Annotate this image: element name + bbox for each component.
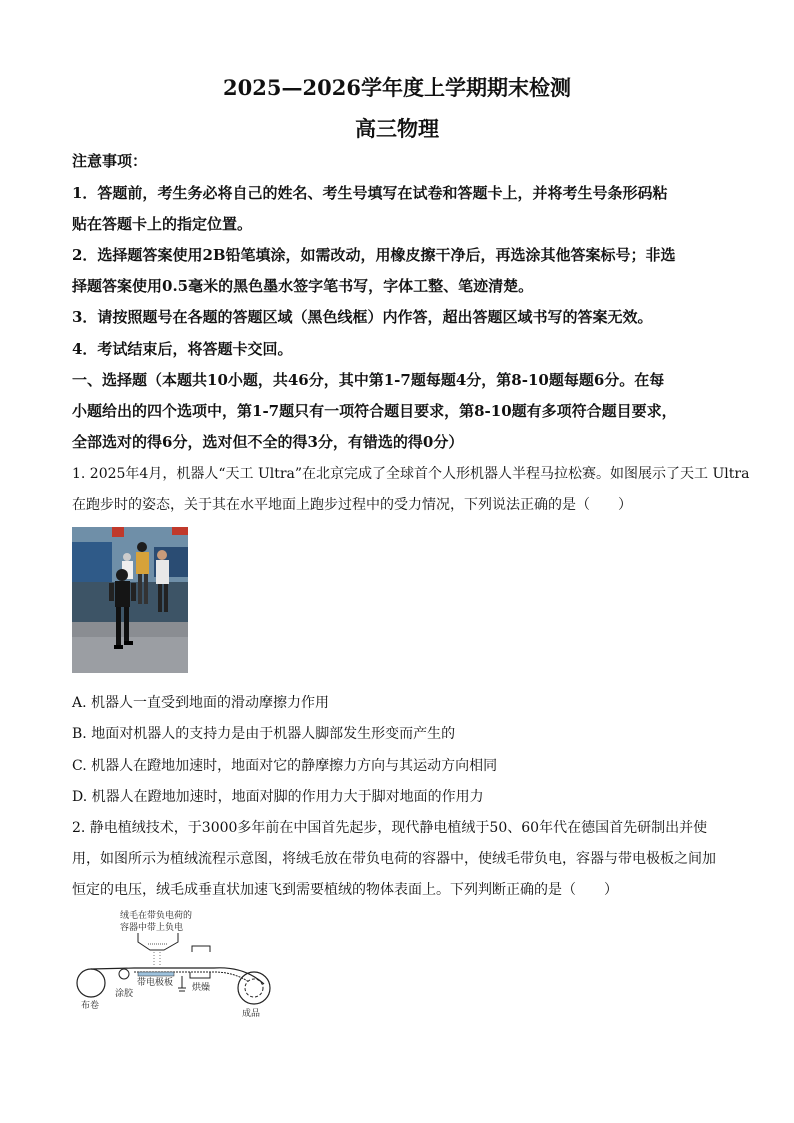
- section-heading: 全部选对的得6分，选对但不全的得3分，有错选的得0分）: [72, 433, 464, 451]
- diagram-label-roll: 布卷: [81, 1001, 100, 1011]
- flocking-process-diagram: [74, 906, 274, 1018]
- notice-line: 1．答题前，考生务必将自己的姓名、考生号填写在试卷和答题卡上，并将考生号条形码粘: [72, 184, 668, 202]
- diagram-label-plate: 带电极板: [137, 978, 174, 988]
- exam-title: 2025—2026学年度上学期期末检测: [223, 75, 571, 100]
- section-heading: 一、选择题（本题共10小题，共46分，其中第1-7题每题4分，第8-10题每题6分。在每: [72, 371, 665, 389]
- question-1-stem: 1. 2025年4月，机器人“天工 Ultra”在北京完成了全球首个人形机器人半程马拉松赛。如图展示了天工 Ultra: [72, 466, 750, 482]
- notice-line: 4．考试结束后，将答题卡交回。: [72, 340, 293, 358]
- robot-marathon-photo: [72, 527, 188, 673]
- question-1-option-a: A. 机器人一直受到地面的滑动摩擦力作用: [72, 695, 330, 711]
- question-1-option-c: C. 机器人在蹬地加速时，地面对它的静摩擦力方向与其运动方向相同: [72, 758, 498, 774]
- diagram-label-product: 成品: [242, 1009, 261, 1018]
- diagram-label-container: 绒毛在带负电荷的: [120, 911, 193, 921]
- notice-line: 贴在答题卡上的指定位置。: [72, 215, 253, 233]
- question-2-stem: 用，如图所示为植绒流程示意图，将绒毛放在带负电荷的容器中，使绒毛带负电，容器与带电极板之间加: [72, 851, 716, 867]
- question-2-stem: 2. 静电植绒技术，于3000多年前在中国首先起步，现代静电植绒于50、60年代在德国首先研制出并使: [72, 820, 708, 836]
- notice-line: 择题答案使用0.5毫米的黑色墨水签字笔书写，字体工整、笔迹清楚。: [72, 277, 534, 295]
- exam-subject: 高三物理: [355, 116, 439, 141]
- question-2-stem: 恒定的电压，绒毛成垂直状加速飞到需要植绒的物体表面上。下列判断正确的是（ ）: [72, 882, 618, 898]
- question-1-stem: 在跑步时的姿态，关于其在水平地面上跑步过程中的受力情况，下列说法正确的是（ ）: [72, 497, 632, 513]
- diagram-label-glue: 涂胶: [115, 989, 134, 999]
- diagram-label-container: 容器中带上负电: [120, 923, 184, 933]
- notice-heading: 注意事项：: [72, 152, 148, 170]
- notice-line: 3．请按照题号在各题的答题区域（黑色线框）内作答，超出答题区域书写的答案无效。: [72, 308, 653, 326]
- diagram-label-dry: 烘燥: [192, 983, 211, 993]
- notice-line: 2．选择题答案使用2B铅笔填涂，如需改动，用橡皮擦干净后，再选涂其他答案标号；非选: [72, 246, 676, 264]
- question-1-option-d: D. 机器人在蹬地加速时，地面对脚的作用力大于脚对地面的作用力: [72, 789, 484, 805]
- section-heading: 小题给出的四个选项中，第1-7题只有一项符合题目要求，第8-10题有多项符合题目要求，: [72, 402, 677, 420]
- question-1-option-b: B. 地面对机器人的支持力是由于机器人脚部发生形变而产生的: [72, 726, 456, 742]
